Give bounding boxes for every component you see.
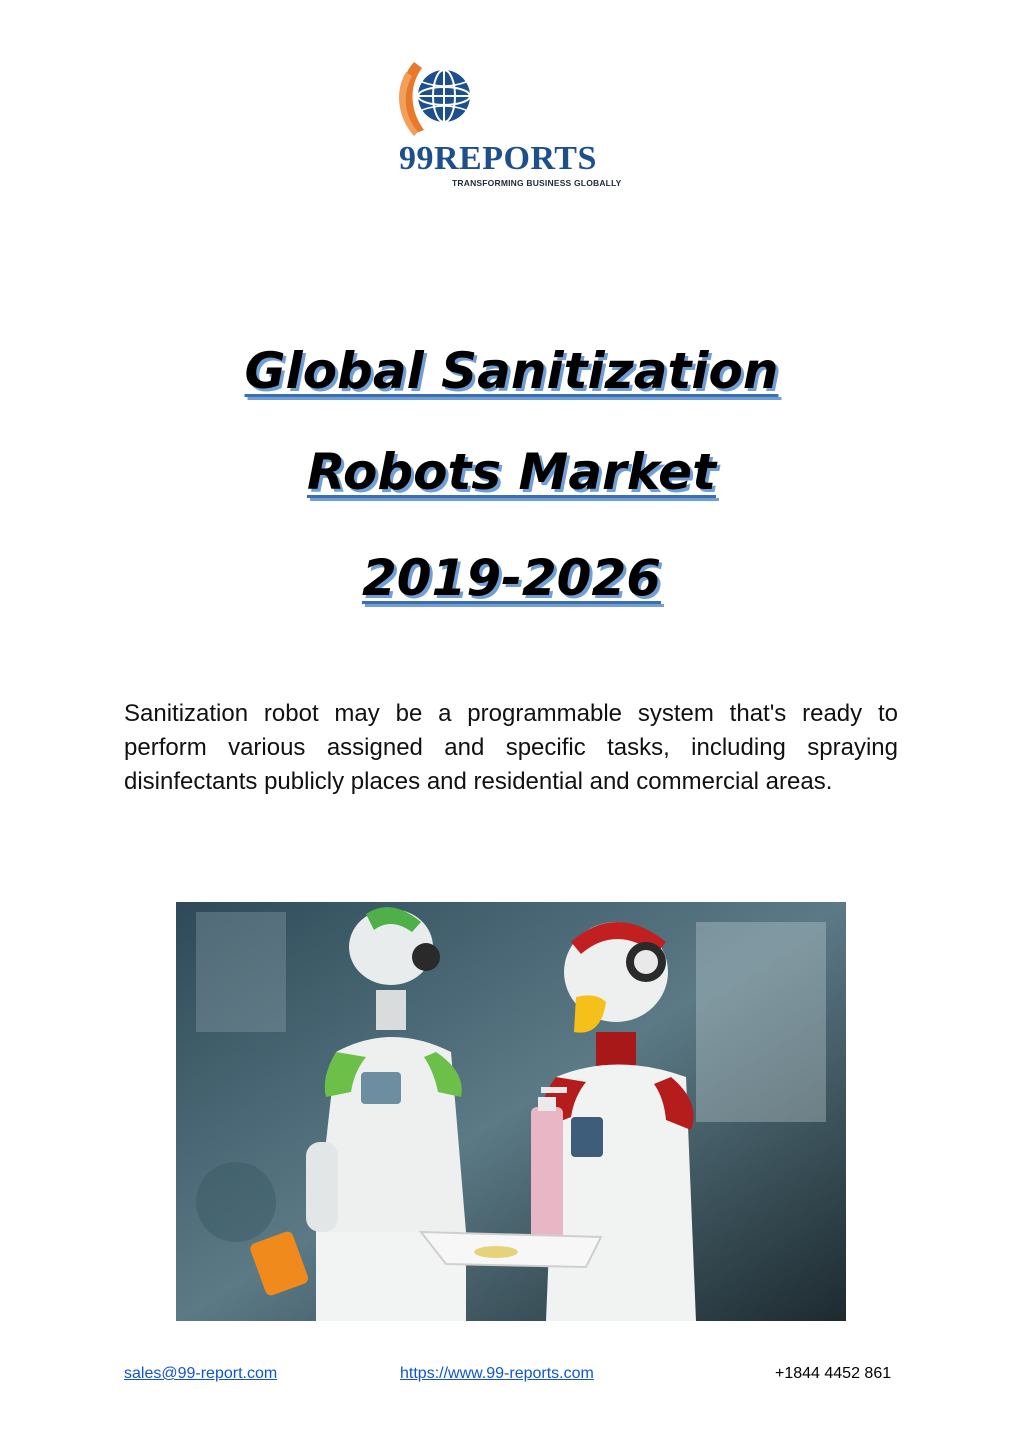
footer-email-link[interactable]: sales@99-report.com [124,1365,278,1382]
company-logo [392,58,637,193]
footer-phone: +1844 4452 861 [775,1365,892,1382]
logo-tagline: TRANSFORMING BUSINESS GLOBALLY [452,178,622,188]
robots-photo [176,902,846,1321]
logo-wordmark: 99REPORTS [399,140,597,177]
report-description: Sanitization robot may be a programmable system that's ready to perform various assigned and specific tasks, including spraying disinfectants publicly places and residential and commercial areas. [124,700,898,795]
report-title-years: 2019-2026 [361,549,662,607]
footer-website-link[interactable]: https://www.99-reports.com [400,1365,594,1382]
report-title-line-1: Global Sanitization [244,342,779,400]
report-title-line-2: Robots Market [306,443,716,501]
